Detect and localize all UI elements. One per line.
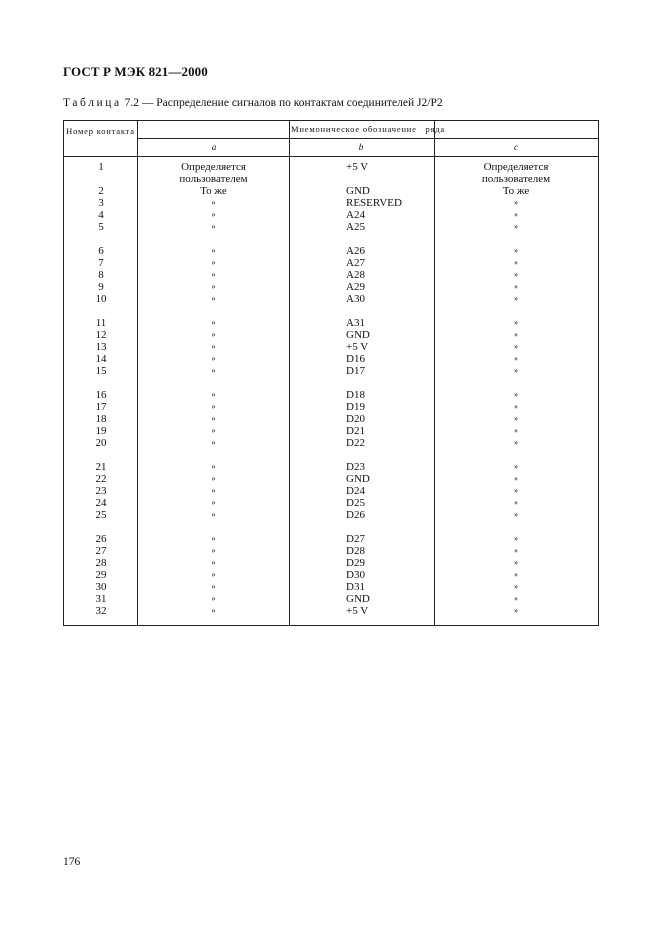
cell-row-b: D21 bbox=[346, 425, 365, 437]
page-number: 176 bbox=[63, 856, 81, 868]
cell-row-c: » bbox=[514, 582, 518, 591]
cell-row-a: » bbox=[211, 282, 216, 291]
cell-row-a: » bbox=[211, 222, 216, 231]
table-row bbox=[64, 413, 598, 425]
cell-row-c: » bbox=[514, 354, 518, 363]
table-row bbox=[64, 485, 598, 497]
cell-row-b: A29 bbox=[346, 281, 365, 293]
cell-row-b: D17 bbox=[346, 365, 365, 377]
cell-contact-number: 8 bbox=[98, 269, 104, 281]
cell-row-c: » bbox=[514, 570, 518, 579]
cell-row-c: » bbox=[514, 474, 518, 483]
cell-contact-number: 6 bbox=[98, 245, 104, 257]
column-header-mnemonic: Мнемоническое обозначение ряда bbox=[291, 124, 445, 134]
cell-row-b: GND bbox=[346, 329, 370, 341]
cell-row-c: » bbox=[514, 510, 518, 519]
cell-row-b: D30 bbox=[346, 569, 365, 581]
cell-contact-number: 21 bbox=[95, 461, 107, 473]
table-row bbox=[64, 245, 598, 257]
table-row bbox=[64, 593, 598, 605]
table-row bbox=[64, 557, 598, 569]
cell-row-b: RESERVED bbox=[346, 197, 402, 209]
cell-contact-number: 14 bbox=[95, 353, 107, 365]
cell-row-c: » bbox=[514, 366, 518, 375]
cell-row-a: » bbox=[211, 258, 216, 267]
cell-row-c: » bbox=[514, 222, 518, 231]
cell-row-c: » bbox=[514, 486, 518, 495]
cell-contact-number: 28 bbox=[95, 557, 107, 569]
cell-row-c: » bbox=[514, 558, 518, 567]
row-spacer bbox=[64, 305, 598, 317]
cell-contact-number: 3 bbox=[98, 197, 104, 209]
table-caption-text: 7.2 — Распределение сигналов по контактам соединителей J2/P2 bbox=[124, 97, 443, 109]
cell-row-a: » bbox=[211, 414, 216, 423]
cell-row-b: A25 bbox=[346, 221, 365, 233]
cell-row-c: » bbox=[514, 210, 518, 219]
cell-row-c: То же bbox=[502, 185, 530, 197]
row-spacer bbox=[64, 377, 598, 389]
cell-row-a: » bbox=[211, 318, 216, 327]
column-header-c: c bbox=[514, 142, 518, 152]
cell-contact-number: 20 bbox=[95, 437, 107, 449]
cell-row-c: » bbox=[514, 258, 518, 267]
cell-row-c: » bbox=[514, 438, 518, 447]
cell-row-c: пользователем bbox=[481, 173, 551, 185]
cell-row-c: » bbox=[514, 390, 518, 399]
cell-contact-number: 7 bbox=[98, 257, 104, 269]
table-row bbox=[64, 545, 598, 557]
cell-row-a: » bbox=[211, 462, 216, 471]
table-row bbox=[64, 185, 598, 197]
cell-contact-number: 11 bbox=[95, 317, 107, 329]
cell-row-b: D25 bbox=[346, 497, 365, 509]
table-row bbox=[64, 197, 598, 209]
table-row bbox=[64, 365, 598, 377]
table-row bbox=[64, 293, 598, 305]
row-spacer bbox=[64, 521, 598, 533]
cell-row-b: GND bbox=[346, 185, 370, 197]
cell-row-c: » bbox=[514, 294, 518, 303]
cell-row-a: » bbox=[211, 582, 216, 591]
cell-contact-number: 12 bbox=[95, 329, 107, 341]
table-row bbox=[64, 461, 598, 473]
cell-row-a: пользователем bbox=[179, 173, 248, 185]
cell-row-a: » bbox=[211, 210, 216, 219]
cell-row-a: » bbox=[211, 198, 216, 207]
cell-row-a: » bbox=[211, 594, 216, 603]
cell-row-a: » bbox=[211, 546, 216, 555]
cell-row-a: » bbox=[211, 558, 216, 567]
cell-row-a: » bbox=[211, 246, 216, 255]
table-row bbox=[64, 257, 598, 269]
table-row bbox=[64, 569, 598, 581]
cell-row-b: A24 bbox=[346, 209, 365, 221]
cell-row-c: » bbox=[514, 546, 518, 555]
cell-contact-number: 16 bbox=[95, 389, 107, 401]
cell-contact-number: 19 bbox=[95, 425, 107, 437]
table-row bbox=[64, 329, 598, 341]
cell-row-a: » bbox=[211, 474, 216, 483]
cell-contact-number: 18 bbox=[95, 413, 107, 425]
cell-row-b: A30 bbox=[346, 293, 365, 305]
cell-row-b: D20 bbox=[346, 413, 365, 425]
table-row bbox=[64, 509, 598, 521]
cell-contact-number: 4 bbox=[98, 209, 104, 221]
cell-row-a: » bbox=[211, 486, 216, 495]
table-row bbox=[64, 161, 598, 173]
cell-row-c: » bbox=[514, 198, 518, 207]
cell-row-b: GND bbox=[346, 593, 370, 605]
signal-table bbox=[63, 120, 599, 626]
cell-row-b: D27 bbox=[346, 533, 365, 545]
cell-row-c: » bbox=[514, 330, 518, 339]
row-spacer bbox=[64, 233, 598, 245]
table-row bbox=[64, 269, 598, 281]
cell-row-a: Определяется bbox=[181, 161, 246, 173]
cell-row-b: A28 bbox=[346, 269, 365, 281]
cell-row-a: » bbox=[211, 354, 216, 363]
cell-row-a: » bbox=[211, 390, 216, 399]
cell-row-b: D29 bbox=[346, 557, 365, 569]
cell-row-a: » bbox=[211, 402, 216, 411]
cell-contact-number: 15 bbox=[95, 365, 107, 377]
cell-row-b: D22 bbox=[346, 437, 365, 449]
cell-row-b: D19 bbox=[346, 401, 365, 413]
table-row bbox=[64, 473, 598, 485]
cell-row-a: » bbox=[211, 426, 216, 435]
cell-row-b: +5 V bbox=[346, 161, 369, 173]
cell-row-b: D23 bbox=[346, 461, 365, 473]
table-row bbox=[64, 581, 598, 593]
cell-contact-number: 5 bbox=[98, 221, 104, 233]
cell-row-a: » bbox=[211, 438, 216, 447]
table-row bbox=[64, 317, 598, 329]
cell-row-c: » bbox=[514, 534, 518, 543]
cell-contact-number: 29 bbox=[95, 569, 107, 581]
cell-row-b: D31 bbox=[346, 581, 365, 593]
cell-contact-number: 27 bbox=[95, 545, 107, 557]
header-bottom-line bbox=[64, 156, 598, 157]
table-row bbox=[64, 209, 598, 221]
table-row bbox=[64, 353, 598, 365]
cell-contact-number: 23 bbox=[95, 485, 107, 497]
cell-row-a: » bbox=[211, 510, 216, 519]
table-row bbox=[64, 281, 598, 293]
cell-contact-number: 13 bbox=[95, 341, 107, 353]
cell-row-c: » bbox=[514, 606, 518, 615]
document-title: ГОСТ Р МЭК 821—2000 bbox=[63, 64, 208, 79]
cell-row-b: A31 bbox=[346, 317, 365, 329]
cell-contact-number: 22 bbox=[95, 473, 107, 485]
cell-row-b: GND bbox=[346, 473, 370, 485]
cell-row-c: » bbox=[514, 282, 518, 291]
table-body bbox=[64, 161, 598, 617]
cell-contact-number: 30 bbox=[95, 581, 107, 593]
cell-row-b: D24 bbox=[346, 485, 365, 497]
cell-contact-number: 2 bbox=[98, 185, 104, 197]
cell-row-b: +5 V bbox=[346, 341, 369, 353]
cell-row-b: D28 bbox=[346, 545, 365, 557]
cell-row-b: D26 bbox=[346, 509, 365, 521]
table-row bbox=[64, 497, 598, 509]
table-row bbox=[64, 533, 598, 545]
row-spacer bbox=[64, 449, 598, 461]
table-row bbox=[64, 401, 598, 413]
cell-row-c: » bbox=[514, 270, 518, 279]
cell-row-a: » bbox=[211, 534, 216, 543]
cell-row-c: » bbox=[514, 462, 518, 471]
cell-row-c: » bbox=[514, 414, 518, 423]
cell-row-c: » bbox=[514, 342, 518, 351]
cell-row-b: D16 bbox=[346, 353, 365, 365]
header-divider bbox=[137, 138, 598, 139]
table-row bbox=[64, 425, 598, 437]
cell-row-a: » bbox=[211, 570, 216, 579]
table-caption bbox=[63, 97, 443, 109]
cell-row-a: » bbox=[211, 330, 216, 339]
cell-contact-number: 17 bbox=[95, 401, 107, 413]
cell-row-c: » bbox=[514, 318, 518, 327]
column-header-b: b bbox=[358, 142, 364, 152]
column-header-number: Номер контакта bbox=[66, 126, 135, 136]
cell-row-c: Определяется bbox=[483, 161, 549, 173]
cell-row-b: +5 V bbox=[346, 605, 369, 617]
cell-row-a: То же bbox=[200, 185, 227, 197]
cell-row-c: » bbox=[514, 594, 518, 603]
cell-row-a: » bbox=[211, 270, 216, 279]
table-row bbox=[64, 221, 598, 233]
cell-contact-number: 32 bbox=[95, 605, 107, 617]
table-row bbox=[64, 605, 598, 617]
cell-contact-number: 24 bbox=[95, 497, 107, 509]
table-row bbox=[64, 389, 598, 401]
cell-contact-number: 10 bbox=[95, 293, 107, 305]
column-header-a: a bbox=[211, 142, 217, 152]
cell-row-a: » bbox=[211, 498, 216, 507]
cell-contact-number: 25 bbox=[95, 509, 107, 521]
cell-contact-number: 31 bbox=[95, 593, 107, 605]
cell-row-c: » bbox=[514, 426, 518, 435]
table-row bbox=[64, 173, 598, 185]
cell-contact-number: 1 bbox=[98, 161, 104, 173]
cell-contact-number: 26 bbox=[95, 533, 107, 545]
cell-row-c: » bbox=[514, 402, 518, 411]
cell-row-b: A27 bbox=[346, 257, 365, 269]
cell-contact-number: 9 bbox=[98, 281, 104, 293]
cell-row-b: A26 bbox=[346, 245, 365, 257]
table-caption-label: Таблица bbox=[63, 97, 122, 109]
cell-row-a: » bbox=[211, 366, 216, 375]
table-row bbox=[64, 341, 598, 353]
cell-row-c: » bbox=[514, 498, 518, 507]
table-row bbox=[64, 437, 598, 449]
cell-row-c: » bbox=[514, 246, 518, 255]
cell-row-a: » bbox=[211, 606, 216, 615]
cell-row-b: D18 bbox=[346, 389, 365, 401]
cell-row-a: » bbox=[211, 342, 216, 351]
cell-row-a: » bbox=[211, 294, 216, 303]
